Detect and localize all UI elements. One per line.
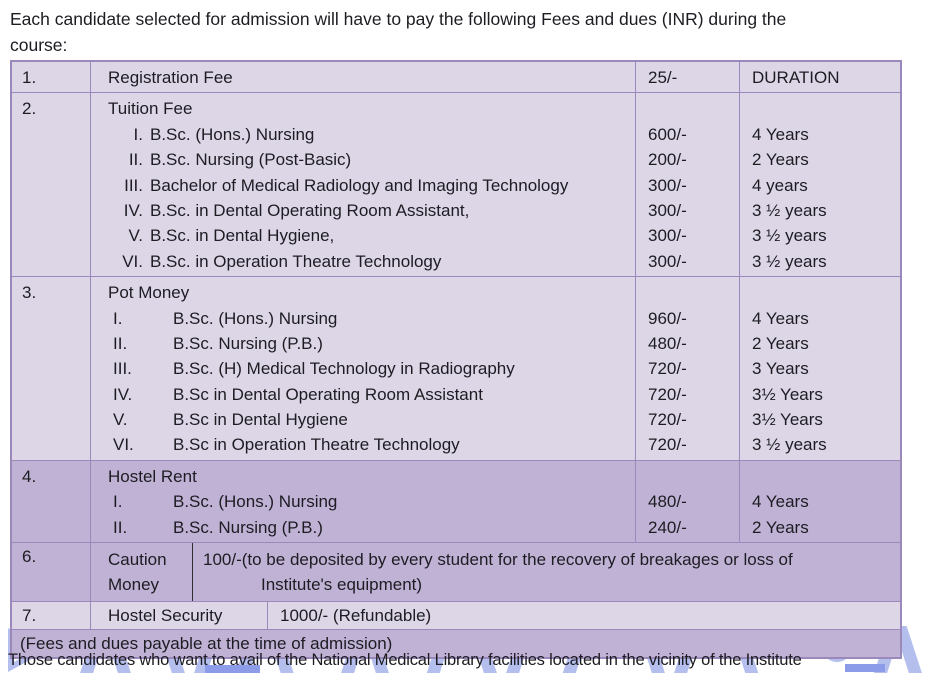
course-item [91, 306, 635, 331]
course-item [91, 198, 635, 223]
course-roman-numeral: V. [128, 226, 143, 246]
row-number-cell [12, 461, 90, 542]
course-name: B.Sc. Nursing (P.B.) [173, 333, 323, 353]
course-item [91, 223, 635, 248]
amount-cell [635, 93, 739, 276]
fee-duration: DURATION [752, 68, 840, 87]
course-name: B.Sc. (Hons.) Nursing [173, 308, 338, 328]
course-name: B.Sc. (Hons.) Nursing [173, 492, 338, 512]
course-name: B.Sc. Nursing (Post-Basic) [150, 150, 352, 170]
course-fee: 960/- [648, 308, 687, 328]
course-duration: 4 Years [752, 492, 809, 512]
course-item [91, 515, 635, 540]
fee-section-row [12, 276, 900, 460]
fee-amount [636, 96, 739, 121]
course-item [91, 331, 635, 356]
row-number-cell [12, 93, 90, 276]
row-number-cell [12, 62, 90, 92]
intro-line-2: course: [10, 35, 68, 55]
caution-label-line1: Caution [108, 550, 167, 570]
fee-title: Registration Fee [108, 68, 233, 87]
course-roman-numeral: II. [113, 333, 128, 353]
course-fee: 240/- [648, 517, 687, 537]
course-item [91, 356, 635, 381]
course-fee: 480/- [648, 333, 687, 353]
course-name: B.Sc. in Dental Operating Room Assistant, [150, 200, 470, 220]
course-fee: 300/- [648, 200, 687, 220]
hostel-security-label: Hostel Security [90, 602, 267, 629]
course-roman-numeral: I. [133, 124, 143, 144]
fee-title: Hostel Rent [108, 466, 197, 486]
course-roman-numeral: VI. [113, 435, 134, 455]
course-fee: 720/- [648, 435, 687, 455]
course-duration: 3 ½ years [752, 435, 827, 455]
amount-cell [635, 277, 739, 460]
duration-cell [739, 277, 900, 460]
caution-text-line2: Institute's equipment) [261, 575, 423, 595]
course-fee: 720/- [648, 410, 687, 430]
footer-text: Those candidates who want to avail of the National Medical Library facilities located in the vicinity of the Institute [8, 651, 802, 669]
fee-duration [740, 464, 900, 489]
duration-cell [739, 93, 900, 276]
course-duration: 3 ½ years [752, 251, 827, 271]
description-cell [90, 461, 635, 542]
course-roman-numeral: III. [124, 175, 143, 195]
duration-cell [739, 62, 900, 92]
fee-section-rows [12, 62, 900, 542]
row-number: 4. [22, 466, 37, 486]
course-duration: 3½ Years [752, 384, 823, 404]
course-duration: 3 Years [752, 359, 809, 379]
course-item [91, 122, 635, 147]
caution-money-text [192, 543, 900, 601]
course-duration: 2 Years [752, 517, 809, 537]
course-item [91, 173, 635, 198]
course-name: B.Sc. in Operation Theatre Technology [150, 251, 442, 271]
course-item [91, 382, 635, 407]
course-roman-numeral: I. [113, 492, 123, 512]
fee-amount: 25/- [648, 68, 678, 87]
intro-paragraph [10, 6, 898, 58]
amount-cell [635, 461, 739, 542]
course-fee: 300/- [648, 175, 687, 195]
duration-cell [739, 461, 900, 542]
fees-note-row: (Fees and dues payable at the time of admission) [12, 629, 900, 657]
course-fee: 720/- [648, 359, 687, 379]
course-roman-numeral: I. [113, 308, 123, 328]
fee-title: Tuition Fee [108, 99, 193, 119]
course-duration: 3½ Years [752, 410, 823, 430]
course-roman-numeral: II. [128, 150, 143, 170]
course-roman-numeral: III. [113, 359, 132, 379]
course-item [91, 432, 635, 457]
fee-section-row [12, 62, 900, 92]
course-name: B.Sc in Operation Theatre Technology [173, 435, 460, 455]
fee-duration [740, 280, 900, 305]
course-fee: 600/- [648, 124, 687, 144]
course-name: B.Sc. (Hons.) Nursing [150, 124, 315, 144]
course-duration: 2 Years [752, 333, 809, 353]
caution-money-row [12, 542, 900, 601]
course-roman-numeral: IV. [113, 384, 133, 404]
row-number: 3. [22, 283, 37, 303]
course-roman-numeral: II. [113, 517, 128, 537]
fee-section-row [12, 92, 900, 276]
course-fee: 200/- [648, 150, 687, 170]
fee-amount [636, 280, 739, 305]
course-fee: 300/- [648, 226, 687, 246]
caution-label-line2: Money [108, 575, 160, 595]
course-item [91, 489, 635, 514]
course-fee: 480/- [648, 492, 687, 512]
fee-title: Pot Money [108, 283, 190, 303]
description-cell [90, 93, 635, 276]
course-roman-numeral: VI. [122, 251, 143, 271]
row-number-cell [12, 277, 90, 460]
description-cell [90, 277, 635, 460]
row-number: 1. [22, 68, 37, 87]
course-name: Bachelor of Medical Radiology and Imaging Technology [150, 175, 569, 195]
intro-line-1: Each candidate selected for admission will have to pay the following Fees and dues (INR) during the [10, 9, 787, 29]
course-duration: 4 years [752, 175, 808, 195]
course-name: B.Sc. in Dental Hygiene, [150, 226, 335, 246]
course-duration: 4 Years [752, 308, 809, 328]
course-duration: 3 ½ years [752, 226, 827, 246]
description-cell [90, 62, 635, 92]
caution-text-line1: 100/-(to be deposited by every student for the recovery of breakages or loss of [203, 550, 793, 570]
row-number: 7. [22, 606, 37, 626]
course-name: B.Sc in Dental Hygiene [173, 410, 348, 430]
course-duration: 2 Years [752, 150, 809, 170]
course-roman-numeral: IV. [123, 200, 143, 220]
caution-money-label [90, 543, 192, 601]
fee-amount [636, 464, 739, 489]
amount-cell [635, 62, 739, 92]
fee-duration [740, 96, 900, 121]
course-duration: 4 Years [752, 124, 809, 144]
course-fee: 300/- [648, 251, 687, 271]
course-item [91, 147, 635, 172]
course-name: B.Sc. (H) Medical Technology in Radiography [173, 359, 515, 379]
course-roman-numeral: V. [113, 410, 128, 430]
course-name: B.Sc. Nursing (P.B.) [173, 517, 323, 537]
course-name: B.Sc in Dental Operating Room Assistant [173, 384, 483, 404]
row-number: 6. [22, 547, 37, 567]
fee-section-row [12, 460, 900, 542]
course-fee: 720/- [648, 384, 687, 404]
hostel-security-row [12, 601, 900, 629]
fees-table [10, 60, 902, 659]
row-number: 2. [22, 99, 37, 119]
hostel-security-value: 1000/- (Refundable) [267, 602, 900, 629]
course-item [91, 407, 635, 432]
course-item [91, 249, 635, 274]
course-duration: 3 ½ years [752, 200, 827, 220]
